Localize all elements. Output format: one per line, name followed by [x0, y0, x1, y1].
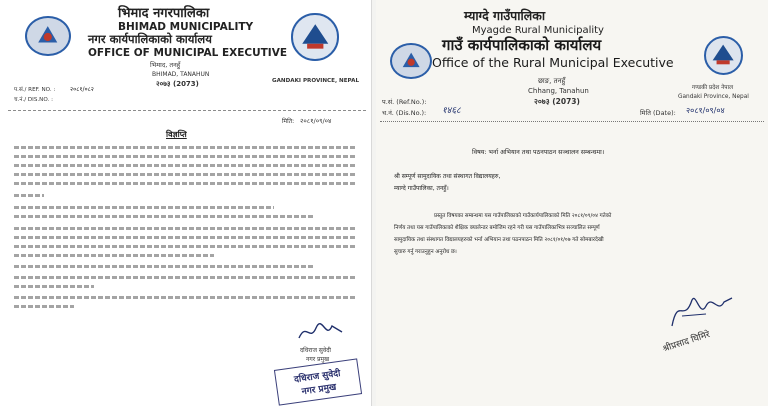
header-divider [380, 121, 764, 122]
date-value: २०८१/०९/०४ [686, 106, 725, 115]
municipality-emblem-left [18, 10, 78, 62]
signatory-name: श्रीप्रसाद घिमिरे [661, 329, 712, 355]
office-name-english: OFFICE OF MUNICIPAL EXECUTIVE [88, 47, 287, 59]
dispatch-number-value: १४६८ [442, 106, 461, 116]
established-year: २०७३ (2073) [156, 80, 199, 88]
municipality-name-english: BHIMAD MUNICIPALITY [118, 21, 254, 33]
address-english: Chhang, Tanahun [528, 87, 589, 95]
header-divider [8, 110, 366, 111]
office-name-english: Office of the Rural Municipal Executive [432, 55, 674, 70]
letter-body-line-2: निर्णय तथा यस गाउँपालिकाको शैक्षिक क्यालेन्डर बमोजिम रहने गरी यस गाउँपालिकाभित्र सञ्चालित सम्पूर्ण [394, 225, 600, 231]
letter-body-line-4: सुचारु गर्नु गराउनुहुन अनुरोध छ। [394, 249, 457, 255]
rural-municipality-emblem [384, 38, 438, 84]
address-english: BHIMAD, TANAHUN [152, 71, 210, 78]
stamp-text-line2: नगर प्रमुख [301, 382, 338, 398]
province-name-english: Gandaki Province, Nepal [678, 94, 749, 100]
date-label: मिति (Date): [640, 109, 676, 117]
addressee-line-2: म्याग्दे गाउँपालिका, तनहुँ। [394, 185, 449, 192]
province-name-nepali: गण्डकी प्रदेश नेपाल [692, 85, 734, 91]
signatory-name: दधिराज सुवेदी [300, 347, 331, 354]
established-year: २०७३ (2073) [534, 97, 580, 106]
municipality-name-nepali: भिमाद नगरपालिका [118, 6, 210, 21]
ref-number-label: प.सं. (Ref.No.): [382, 98, 427, 106]
rural-municipality-name-nepali: म्याग्दे गाउँपालिका [464, 8, 546, 23]
addressee-line-1: श्री सम्पूर्ण सामुदायिक तथा संस्थागत विद्यालयहरु, [394, 173, 501, 180]
province-emblem-right [698, 30, 748, 80]
province-emblem-left [284, 6, 346, 68]
date-label: मिति: [282, 118, 295, 125]
notice-heading: विज्ञप्ति [166, 130, 187, 139]
signature-left [296, 318, 346, 346]
left-notice-document [0, 0, 372, 406]
province-name: GANDAKI PROVINCE, NEPAL [272, 78, 360, 84]
stamp-text-line1: दधिराज सुवेदी [293, 368, 342, 386]
letter-body-line-3: सामुदायिक तथा संस्थागत विद्यालयहरुको भर्ना अभियान तथा पठनपाठन मिति २०८१/०१/०७ गते सोमबारदेखी [394, 237, 604, 243]
signatory-title: नगर प्रमुख [306, 356, 329, 363]
dispatch-number-label: च.नं./ DIS.NO. : [14, 97, 53, 103]
date-value: २०८१/०९/०४ [300, 117, 332, 125]
signature-right [666, 288, 736, 332]
letter-body-line-1: प्रस्तुत विषयका सम्बन्धमा यस गाउँपालिकाको गाउँकार्यपालिकाको मिति २०८१/०९/०४ गतेको [434, 213, 612, 219]
right-letter-document [376, 0, 768, 406]
ref-number-value: २०८१/०८२ [70, 86, 94, 93]
letter-subject: विषय: भर्ना अभियान तथा पठनपाठन सञ्चालन सम्बन्धमा। [472, 149, 605, 156]
office-name-nepali: नगर कार्यपालिकाको कार्यालय [88, 32, 212, 46]
rural-municipality-name-english: Myagde Rural Municipality [472, 25, 604, 36]
office-name-nepali: गाउँ कार्यपालिकाको कार्यालय [442, 36, 602, 54]
official-stamp [274, 358, 362, 405]
address-nepali: भिमाद, तनहुँ [150, 61, 181, 69]
address-nepali: छाङ, तनहुँ [538, 77, 566, 85]
ref-number-label: प.सं./ REF. NO. : [14, 87, 56, 93]
dispatch-number-label: च.नं. (Dis.No.): [382, 109, 427, 117]
